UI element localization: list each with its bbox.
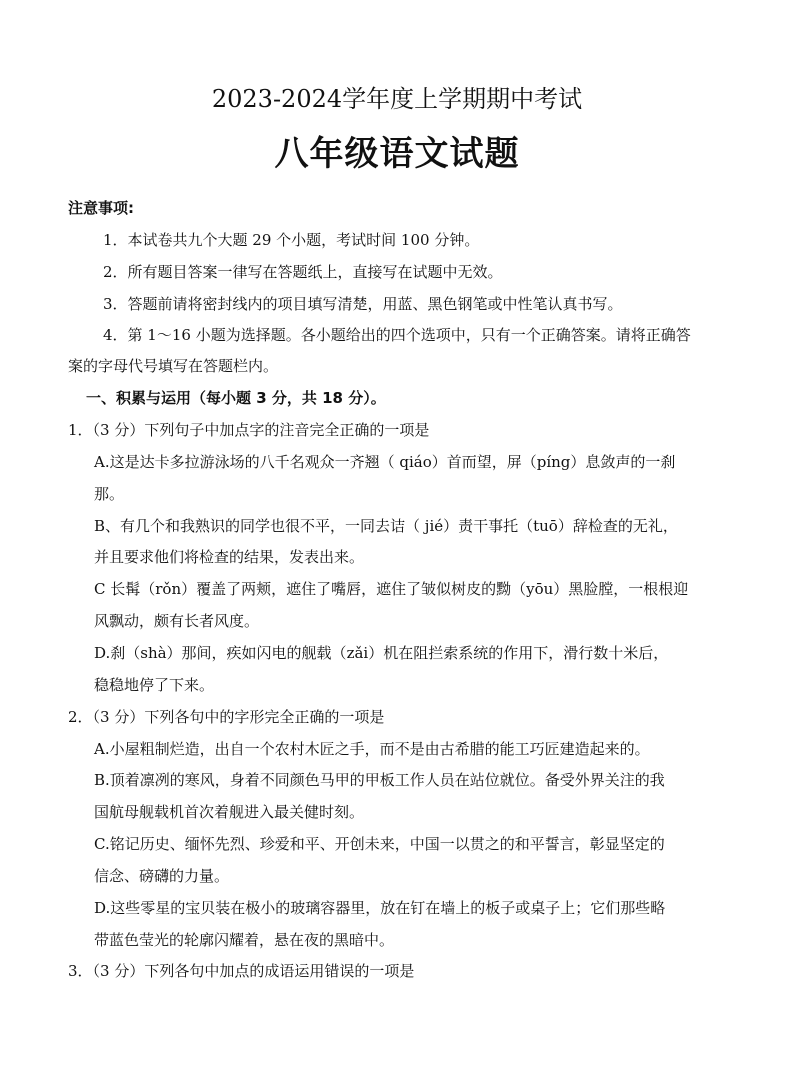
option-line: 稳稳地停了下来。 [94, 676, 215, 694]
option-line: C 长髯（rǒn）覆盖了两颊，遮住了嘴唇，遮住了皱似树皮的黝（yōu）黑脸膛，一根根迎 [94, 580, 689, 598]
option-line: 信念、磅礴的力量。 [94, 867, 230, 885]
option-line: D.刹（shà）那间，疾如闪电的舰载（zǎi）机在阻拦索系统的作用下，滑行数十米后， [94, 644, 669, 662]
question-stem: 1．（3 分）下列句子中加点字的注音完全正确的一项是 [68, 421, 430, 439]
notice-item: 4．第 1～16 小题为选择题。各小题给出的四个选项中，只有一个正确答案。请将正确答 [103, 326, 691, 344]
option-line: 带蓝色莹光的轮廓闪耀着，悬在夜的黑暗中。 [94, 931, 395, 949]
notice-item-continued: 案的字母代号填写在答题栏内。 [68, 357, 279, 375]
notice-heading: 注意事项: [68, 199, 134, 217]
question-stem: 3．（3 分）下列各句中加点的成语运用错误的一项是 [68, 962, 415, 980]
notice-item: 3．答题前请将密封线内的项目填写清楚，用蓝、黑色钢笔或中性笔认真书写。 [103, 295, 623, 313]
notice-item: 1．本试卷共九个大题 29 个小题，考试时间 100 分钟。 [103, 231, 480, 249]
subject-title: 八年级语文试题 [274, 134, 520, 174]
option-line: 国航母舰载机首次着舰进入最关健时刻。 [94, 803, 365, 821]
option-line: C.铭记历史、缅怀先烈、珍爱和平、开创未来，中国一以贯之的和平誓言，彰显坚定的 [94, 835, 665, 853]
option-line: 并且要求他们将检查的结果，发表出来。 [94, 548, 365, 566]
question-stem: 2．（3 分）下列各句中的字形完全正确的一项是 [68, 708, 385, 726]
option-line: 那。 [94, 485, 125, 503]
option-line: B、有几个和我熟识的同学也很不平，一同去诘（ jié）责干事托（tuō）辞检查的无礼， [94, 517, 678, 535]
section-heading: 一、积累与运用（每小题 3 分，共 18 分）。 [86, 389, 386, 407]
notice-item: 2．所有题目答案一律写在答题纸上，直接写在试题中无效。 [103, 263, 503, 281]
option-line: B.顶着凛冽的寒风，身着不同颜色马甲的甲板工作人员在站位就位。备受外界关注的我 [94, 771, 665, 789]
exam-title: 2023-2024学年度上学期期中考试 [211, 85, 583, 113]
option-line: D.这些零星的宝贝装在极小的玻璃容器里，放在钉在墙上的板子或桌子上；它们那些略 [94, 899, 666, 917]
option-line: A.这是达卡多拉游泳场的八千名观众一齐翘（ qiáo）首而望，屏（píng）息敛声的一刹 [94, 453, 676, 471]
option-line: A.小屋粗制烂造，出自一个农村木匠之手，而不是由古希腊的能工巧匠建造起来的。 [94, 740, 650, 758]
option-line: 风飘动，颇有长者风度。 [94, 612, 260, 630]
